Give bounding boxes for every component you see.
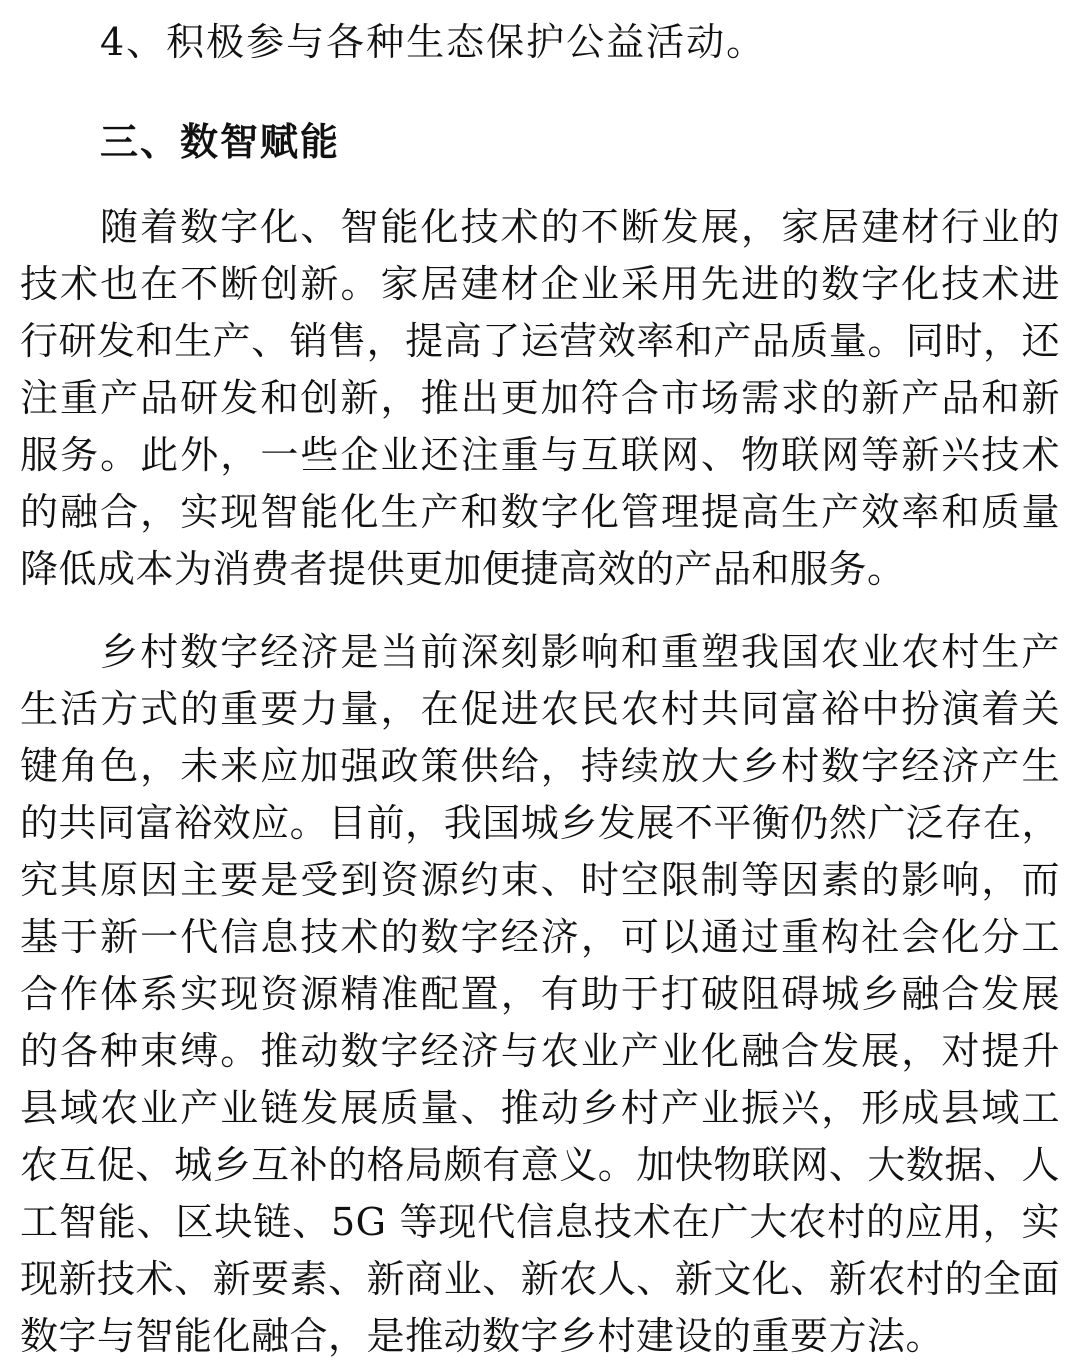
list-item-4: 4、积极参与各种生态保护公益活动。 xyxy=(100,20,767,64)
section-heading: 三、数智赋能 xyxy=(100,120,341,164)
paragraph-line: 的共同富裕效应。目前，我国城乡发展不平衡仍然广泛存在， xyxy=(20,801,1060,845)
paragraph-line: 县域农业产业链发展质量、推动乡村产业振兴，形成县域工 xyxy=(20,1086,1060,1130)
paragraph-line: 技术也在不断创新。家居建材企业采用先进的数字化技术进 xyxy=(20,262,1060,306)
paragraph-line: 的融合，实现智能化生产和数字化管理提高生产效率和质量 xyxy=(20,490,1060,534)
paragraph-line: 乡村数字经济是当前深刻影响和重塑我国农业农村生产 xyxy=(100,630,1060,674)
paragraph-line: 降低成本为消费者提供更加便捷高效的产品和服务。 xyxy=(20,547,906,591)
paragraph-line: 基于新一代信息技术的数字经济，可以通过重构社会化分工 xyxy=(20,915,1060,959)
paragraph-line: 工智能、区块链、5G 等现代信息技术在广大农村的应用，实 xyxy=(20,1200,1060,1244)
paragraph-line: 究其原因主要是受到资源约束、时空限制等因素的影响，而 xyxy=(20,858,1060,902)
paragraph-2 xyxy=(20,624,1060,1365)
paragraph-1 xyxy=(20,199,1060,598)
paragraph-line: 的各种束缚。推动数字经济与农业产业化融合发展，对提升 xyxy=(20,1029,1060,1073)
paragraph-line: 行研发和生产、销售，提高了运营效率和产品质量。同时，还 xyxy=(20,319,1060,363)
paragraph-line: 农互促、城乡互补的格局颇有意义。加快物联网、大数据、人 xyxy=(20,1143,1060,1187)
paragraph-line: 键角色，未来应加强政策供给，持续放大乡村数字经济产生 xyxy=(20,744,1060,788)
paragraph-line: 现新技术、新要素、新商业、新农人、新文化、新农村的全面 xyxy=(20,1257,1060,1301)
paragraph-line: 注重产品研发和创新，推出更加符合市场需求的新产品和新 xyxy=(20,376,1060,420)
paragraph-line: 生活方式的重要力量，在促进农民农村共同富裕中扮演着关 xyxy=(20,687,1060,731)
paragraph-line: 随着数字化、智能化技术的不断发展，家居建材行业的 xyxy=(100,205,1060,249)
paragraph-line: 服务。此外，一些企业还注重与互联网、物联网等新兴技术 xyxy=(20,433,1060,477)
paragraph-line: 合作体系实现资源精准配置，有助于打破阻碍城乡融合发展 xyxy=(20,972,1060,1016)
paragraph-line: 数字与智能化融合，是推动数字乡村建设的重要方法。 xyxy=(20,1314,945,1358)
